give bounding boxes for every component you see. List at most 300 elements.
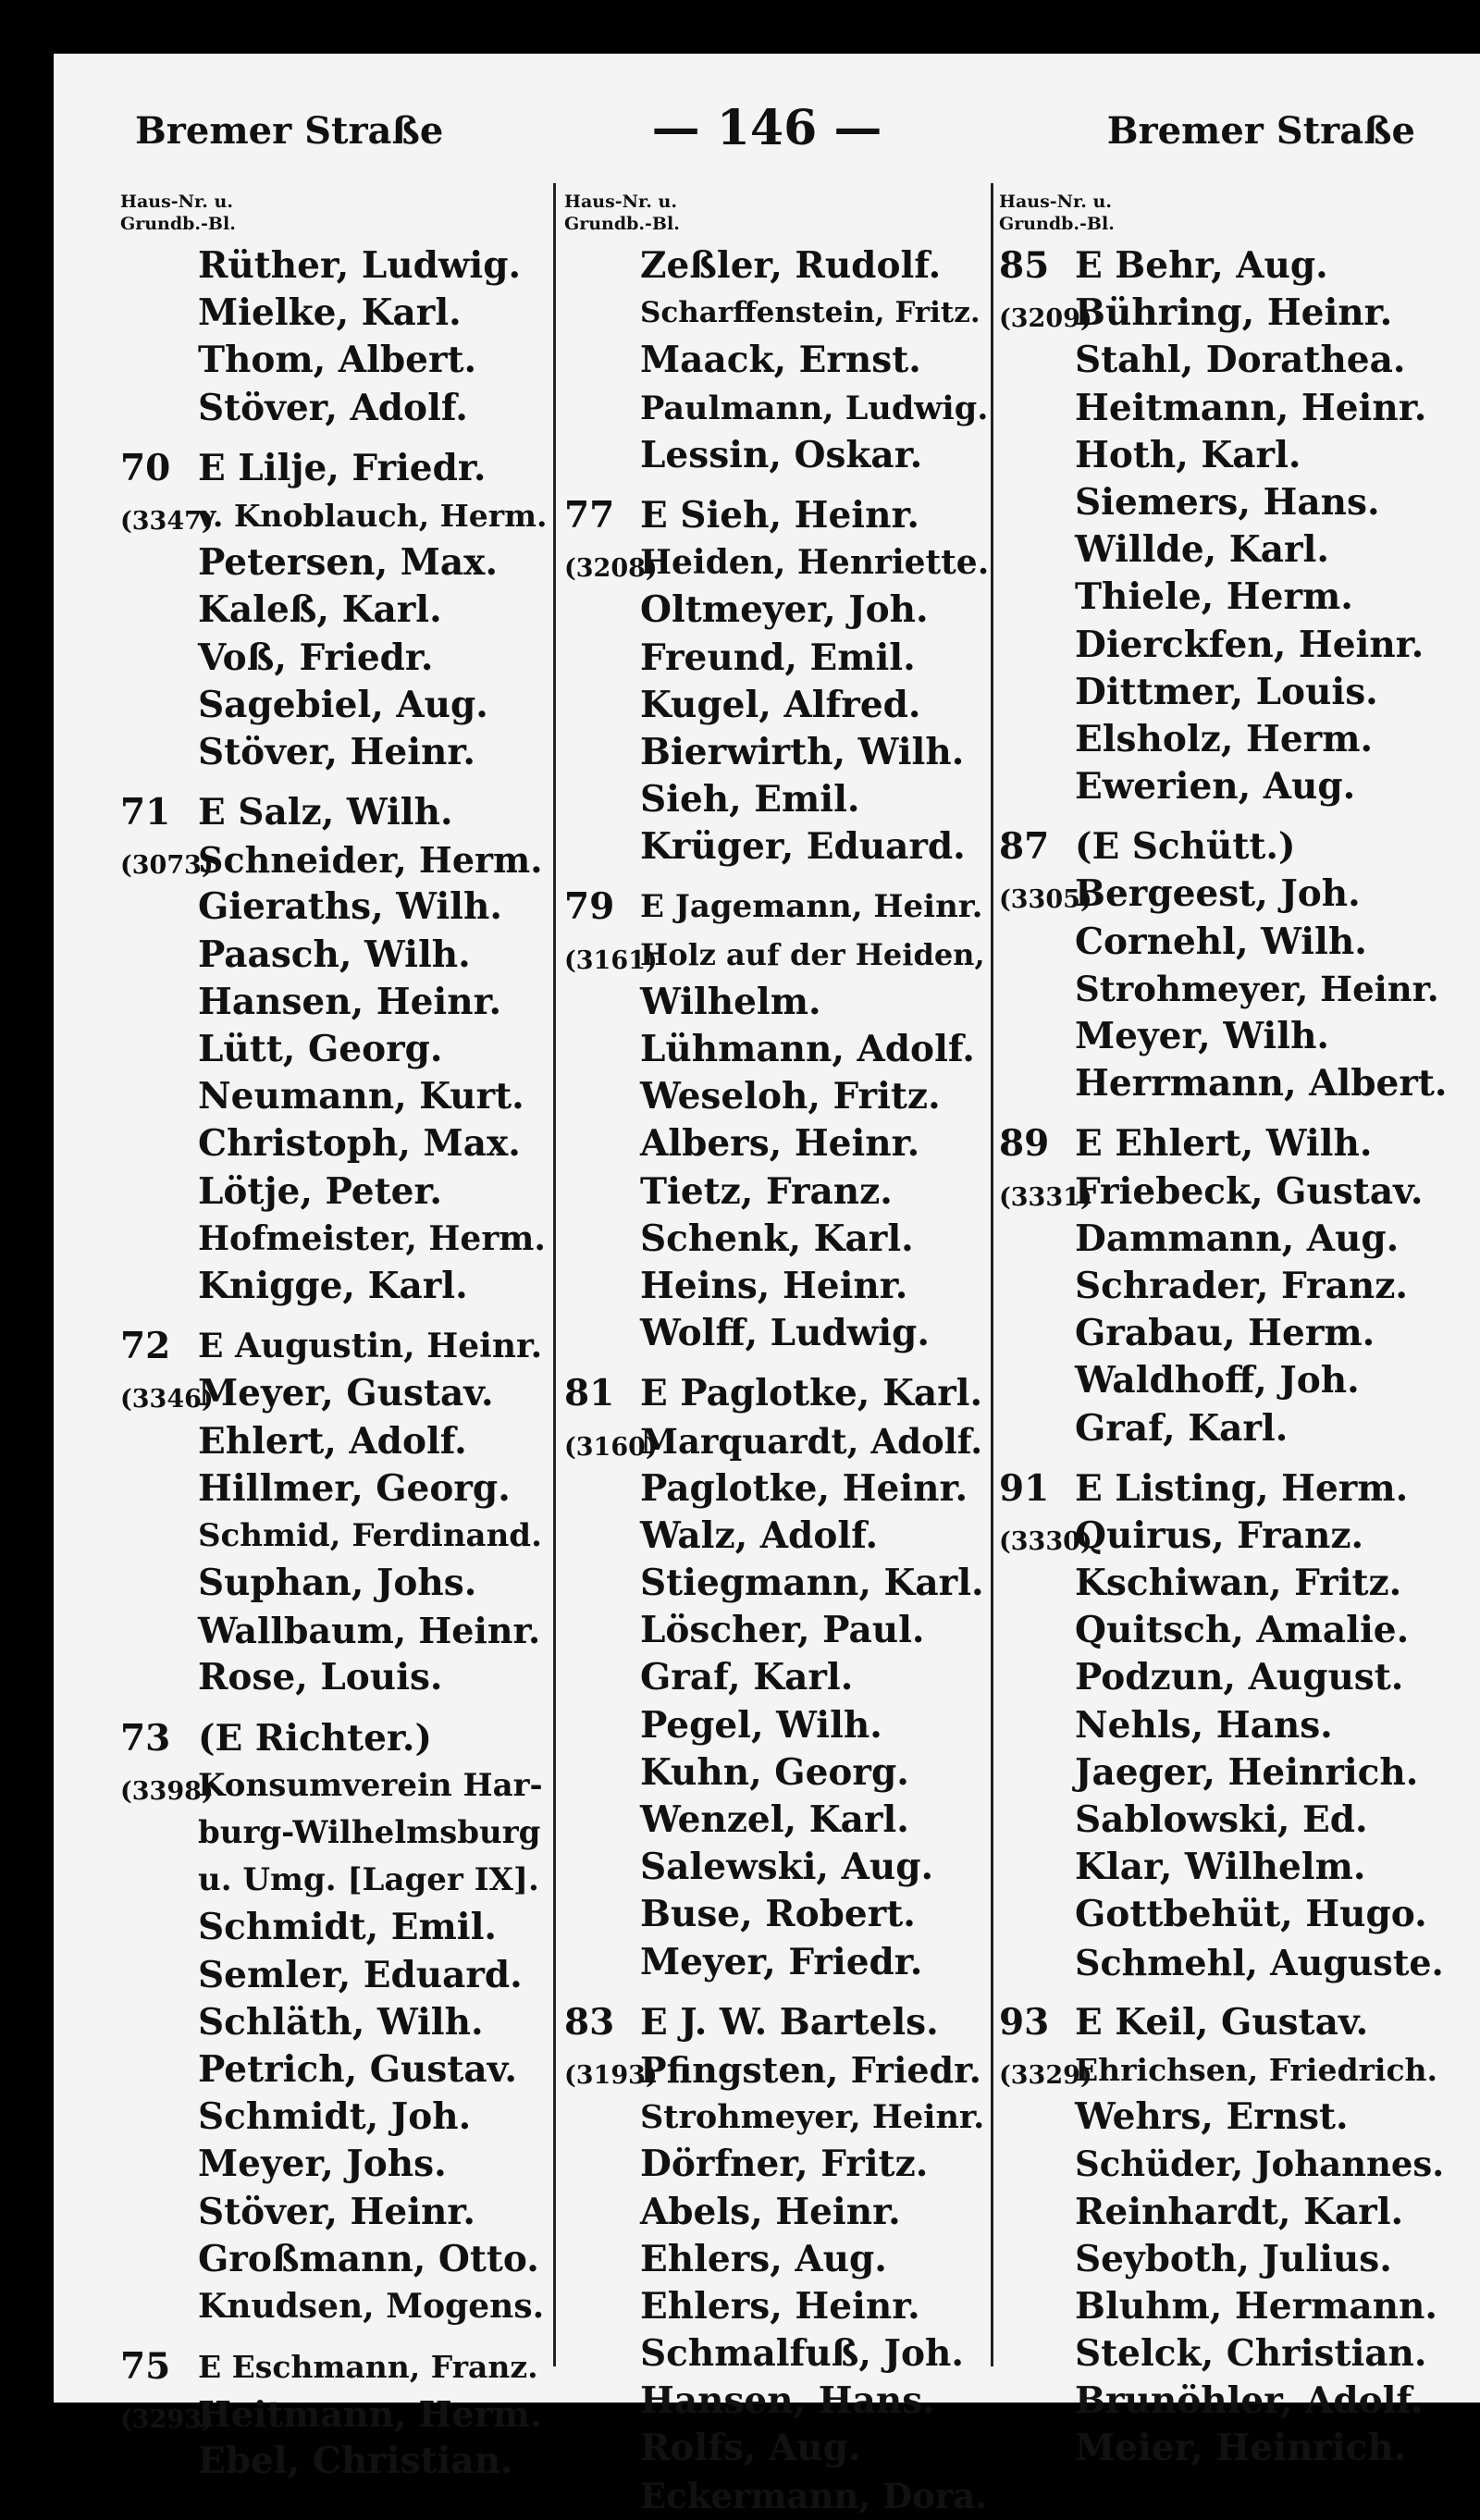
resident-name: Lessin, Oskar. — [640, 433, 923, 476]
running-head-left: Bremer Straße — [135, 109, 444, 153]
directory-entry — [120, 1216, 548, 1263]
resident-name: Heiden, Henriette. — [640, 543, 990, 583]
resident-name: Holz auf der Heiden, — [640, 936, 985, 972]
directory-entry — [999, 2425, 1448, 2472]
resident-name: Schneider, Herm. — [198, 839, 543, 882]
directory-entry — [120, 1026, 548, 1073]
grundbuch-number: (3331) — [999, 1182, 1092, 1212]
resident-name: E Jagemann, Heinr. — [640, 888, 983, 926]
directory-entry — [120, 2189, 548, 2236]
directory-entry — [564, 242, 990, 290]
resident-name: Krüger, Eduard. — [640, 825, 966, 869]
directory-entry — [120, 242, 548, 290]
directory-entry — [120, 635, 548, 682]
directory-entry — [120, 1323, 548, 1370]
resident-name: Sagebiel, Aug. — [198, 683, 488, 726]
directory-entry — [564, 539, 990, 587]
directory-entry — [564, 1560, 990, 1607]
directory-entry — [564, 1216, 990, 1263]
resident-name: Willde, Karl. — [1075, 528, 1329, 572]
resident-name: Ehlers, Aug. — [640, 2237, 887, 2280]
directory-entry — [999, 919, 1448, 966]
directory-entry — [999, 1513, 1448, 1560]
resident-name: Schmehl, Auguste. — [1075, 1941, 1444, 1983]
directory-entry — [564, 1026, 990, 1073]
grundbuch-number: (3160) — [564, 1432, 658, 1462]
resident-name: Meyer, Johs. — [198, 2143, 447, 2186]
directory-entry — [999, 1168, 1448, 1216]
resident-name: u. Umg. [Lager IX]. — [198, 1861, 539, 1899]
directory-entry — [999, 1060, 1448, 1107]
page-header — [54, 100, 1480, 174]
resident-name: Herrmann, Albert. — [1075, 1062, 1448, 1106]
resident-name: burg-Wilhelmsburg — [198, 1814, 541, 1851]
directory-entry — [564, 2330, 990, 2378]
directory-entry — [120, 1654, 548, 1701]
resident-name: Cornehl, Wilh. — [1075, 920, 1367, 963]
grundbuch-number: (3209) — [999, 304, 1092, 334]
column-header-line: Grundb.-Bl. — [999, 214, 1115, 234]
directory-entry — [564, 1844, 990, 1891]
directory-entry — [120, 1560, 548, 1607]
directory-entry — [564, 492, 990, 539]
resident-name: Tietz, Franz. — [640, 1169, 893, 1213]
directory-entry — [564, 1939, 990, 1986]
resident-name: Schmid, Ferdinand. — [198, 1516, 542, 1554]
resident-name: Ehlers, Heinr. — [640, 2284, 920, 2328]
column-1 — [120, 191, 548, 2486]
directory-entry — [564, 1513, 990, 1560]
resident-name: Löscher, Paul. — [640, 1609, 925, 1652]
column-header — [120, 191, 548, 242]
directory-entry — [999, 1310, 1448, 1357]
directory-entry — [999, 526, 1448, 574]
column-2 — [564, 191, 990, 2520]
directory-entry — [999, 242, 1448, 290]
column-divider — [991, 183, 993, 2366]
resident-name: Paulmann, Ludwig. — [640, 389, 989, 427]
directory-entry — [999, 2236, 1448, 2283]
directory-entry — [120, 1120, 548, 1167]
running-head-right: Bremer Straße — [1106, 109, 1415, 153]
directory-entry — [999, 1607, 1448, 1654]
resident-name: Suphan, Johs. — [198, 1562, 477, 1605]
directory-entry — [999, 2378, 1448, 2425]
directory-entry — [999, 2094, 1448, 2141]
column-3 — [999, 191, 1448, 2473]
resident-name: Kugel, Alfred. — [640, 683, 921, 726]
directory-entry — [999, 337, 1448, 384]
resident-name: Scharffenstein, Fritz. — [640, 296, 980, 330]
resident-name: Strohmeyer, Heinr. — [1075, 968, 1439, 1009]
resident-name: E Ehlert, Wilh. — [1075, 1122, 1373, 1166]
directory-entry — [120, 1465, 548, 1513]
directory-entry — [999, 1702, 1448, 1749]
directory-entry — [564, 1370, 990, 1417]
resident-name: Knudsen, Mogens. — [198, 2286, 545, 2326]
house-number: 77 — [564, 493, 615, 537]
directory-entry — [999, 1797, 1448, 1844]
resident-name: Freund, Emil. — [640, 636, 916, 679]
resident-name: Thiele, Herm. — [1075, 575, 1353, 619]
directory-entry — [999, 823, 1448, 871]
resident-name: Thom, Albert. — [198, 339, 477, 382]
resident-name: Heitmann, Heinr. — [1075, 386, 1427, 429]
directory-entry — [999, 622, 1448, 669]
directory-entry — [120, 1168, 548, 1216]
directory-entry — [120, 789, 548, 836]
house-number: 71 — [120, 791, 171, 834]
house-number: 85 — [999, 244, 1050, 287]
resident-name: Quirus, Franz. — [1075, 1513, 1364, 1557]
resident-name: Siemers, Hans. — [1075, 480, 1380, 524]
resident-name: Albers, Heinr. — [640, 1122, 920, 1166]
resident-name: E Augustin, Heinr. — [198, 1327, 543, 1366]
directory-entry — [120, 2390, 548, 2438]
resident-name: Gieraths, Wilh. — [198, 885, 502, 929]
directory-entry — [564, 290, 990, 337]
resident-name: Wenzel, Karl. — [640, 1798, 909, 1841]
directory-entry — [999, 2141, 1448, 2188]
resident-name: Pfingsten, Friedr. — [640, 2048, 981, 2091]
resident-name: Konsumverein Har- — [198, 1766, 543, 1804]
column-header-line: Grundb.-Bl. — [120, 214, 236, 234]
grundbuch-number: (3193) — [564, 2060, 658, 2090]
house-number: 83 — [564, 2000, 615, 2044]
resident-name: Maack, Ernst. — [640, 339, 921, 382]
resident-name: Hoth, Karl. — [1075, 433, 1301, 476]
resident-name: Oltmeyer, Joh. — [640, 588, 929, 632]
resident-name: Jaeger, Heinrich. — [1075, 1750, 1419, 1794]
house-number: 81 — [564, 1372, 615, 1415]
directory-entry — [564, 2236, 990, 2283]
directory-entry — [999, 1749, 1448, 1797]
directory-entry — [564, 432, 990, 479]
directory-entry — [120, 539, 548, 587]
directory-entry — [564, 1120, 990, 1167]
resident-name: Schrader, Franz. — [1075, 1264, 1408, 1307]
directory-entry — [999, 1405, 1448, 1452]
resident-name: Semler, Eduard. — [198, 1953, 523, 1996]
directory-entry — [999, 2330, 1448, 2378]
grundbuch-number: (3329) — [999, 2060, 1092, 2090]
column-divider — [553, 183, 556, 2366]
resident-name: Kaleß, Karl. — [198, 588, 442, 632]
directory-entry — [120, 1762, 548, 1810]
resident-name: Dierckfen, Heinr. — [1075, 623, 1424, 666]
directory-entry — [564, 1465, 990, 1513]
grundbuch-number: (3398) — [120, 1776, 214, 1806]
directory-entry — [564, 385, 990, 432]
directory-entry — [999, 1999, 1448, 2046]
directory-entry — [120, 1715, 548, 1762]
directory-entry — [120, 1607, 548, 1654]
directory-entry — [564, 587, 990, 634]
resident-name: Bierwirth, Wilh. — [640, 730, 965, 773]
directory-entry — [999, 2046, 1448, 2094]
directory-entry — [999, 669, 1448, 716]
resident-name: Walz, Adolf. — [640, 1513, 879, 1557]
resident-name: Meyer, Friedr. — [640, 1940, 923, 1983]
directory-entry — [120, 1370, 548, 1417]
resident-name: Brunöhler, Adolf. — [1075, 2379, 1424, 2423]
resident-name: Pegel, Wilh. — [640, 1703, 882, 1747]
directory-entry — [120, 2438, 548, 2485]
house-number: 89 — [999, 1122, 1050, 1166]
resident-name: Kuhn, Georg. — [640, 1750, 909, 1794]
directory-entry — [120, 337, 548, 384]
resident-name: Voß, Friedr. — [198, 636, 434, 679]
directory-entry — [999, 574, 1448, 621]
resident-name: Klar, Wilhelm. — [1075, 1846, 1366, 1889]
resident-name: (E Schütt.) — [1075, 825, 1296, 869]
resident-name: Dittmer, Louis. — [1075, 670, 1378, 713]
resident-name: Dörfner, Fritz. — [640, 2143, 929, 2186]
house-number: 73 — [120, 1716, 171, 1760]
directory-entry — [999, 432, 1448, 479]
directory-entry — [999, 1216, 1448, 1263]
resident-name: Ewerien, Aug. — [1075, 765, 1356, 809]
resident-name: Heins, Heinr. — [640, 1264, 908, 1307]
directory-entry — [120, 729, 548, 776]
resident-name: Graf, Karl. — [640, 1656, 854, 1699]
resident-name: Paasch, Wilh. — [198, 933, 471, 976]
directory-entry — [999, 1844, 1448, 1891]
resident-name: Elsholz, Herm. — [1075, 717, 1374, 760]
resident-name: Hofmeister, Herm. — [198, 1218, 546, 1258]
resident-name: Dammann, Aug. — [1075, 1217, 1400, 1260]
directory-entry — [999, 290, 1448, 337]
directory-entry — [564, 2283, 990, 2330]
resident-name: Wallbaum, Heinr. — [198, 1610, 541, 1652]
grundbuch-number: (3073) — [120, 851, 214, 881]
directory-entry — [120, 385, 548, 432]
directory-entry — [564, 635, 990, 682]
directory-entry — [564, 1891, 990, 1938]
directory-entry — [120, 1263, 548, 1310]
grundbuch-number: (3161) — [564, 945, 658, 975]
resident-name: Abels, Heinr. — [640, 2190, 901, 2233]
house-number: 91 — [999, 1466, 1050, 1510]
resident-name: Meyer, Gustav. — [198, 1372, 494, 1415]
resident-name: Rose, Louis. — [198, 1656, 443, 1699]
directory-entry — [120, 2343, 548, 2390]
directory-entry — [564, 2189, 990, 2236]
resident-name: Bergeest, Joh. — [1075, 872, 1361, 916]
resident-name: Knigge, Karl. — [198, 1264, 468, 1307]
directory-entry — [564, 729, 990, 776]
directory-entry — [120, 1073, 548, 1120]
resident-name: Schmidt, Emil. — [198, 1906, 497, 1949]
directory-entry — [999, 1465, 1448, 1513]
directory-entry — [564, 337, 990, 384]
resident-name: Salewski, Aug. — [640, 1846, 934, 1889]
grundbuch-number: (3208) — [564, 554, 658, 584]
resident-name: Gottbehüt, Hugo. — [1075, 1893, 1427, 1936]
directory-entry — [564, 2046, 990, 2094]
directory-entry — [999, 479, 1448, 526]
directory-entry — [120, 2236, 548, 2283]
directory-entry — [120, 932, 548, 979]
resident-name: Bluhm, Hermann. — [1075, 2284, 1437, 2328]
resident-name: Meier, Heinrich. — [1075, 2427, 1407, 2470]
resident-name: Seyboth, Julius. — [1075, 2237, 1392, 2280]
directory-entry — [999, 1120, 1448, 1167]
resident-name: Hillmer, Georg. — [198, 1466, 511, 1510]
column-header-line: Haus-Nr. u. — [564, 191, 677, 212]
resident-name: Sieh, Emil. — [640, 778, 860, 821]
resident-name: Friebeck, Gustav. — [1075, 1169, 1424, 1213]
directory-entry — [120, 682, 548, 729]
directory-entry — [999, 1560, 1448, 1607]
resident-name: Rüther, Ludwig. — [198, 244, 522, 287]
column-header-line: Haus-Nr. u. — [120, 191, 233, 212]
directory-entry — [120, 2046, 548, 2094]
resident-name: Ehrichsen, Friedrich. — [1075, 2051, 1438, 2088]
column-header-line: Grundb.-Bl. — [564, 214, 680, 234]
resident-name: Petersen, Max. — [198, 541, 499, 585]
grundbuch-number: (3305) — [999, 885, 1092, 915]
directory-entry — [999, 763, 1448, 810]
resident-name: E Salz, Wilh. — [198, 791, 453, 834]
house-number: 87 — [999, 825, 1050, 869]
resident-name: Schüder, Johannes. — [1075, 2143, 1445, 2185]
resident-name: Stöver, Heinr. — [198, 2190, 475, 2233]
directory-entry — [564, 1607, 990, 1654]
house-number: 75 — [120, 2345, 171, 2389]
resident-name: Zeßler, Rudolf. — [640, 244, 942, 287]
directory-entry — [999, 716, 1448, 763]
resident-name: Meyer, Wilh. — [1075, 1015, 1329, 1057]
directory-entry — [564, 1797, 990, 1844]
column-header — [564, 191, 990, 242]
resident-name: Sablowski, Ed. — [1075, 1798, 1368, 1841]
directory-entry — [120, 1904, 548, 1951]
resident-name: Marquardt, Adolf. — [640, 1420, 983, 1462]
resident-name: Buse, Robert. — [640, 1893, 916, 1936]
grundbuch-number: (3330) — [999, 1526, 1092, 1556]
resident-name: Eckermann, Dora. — [640, 2475, 988, 2516]
resident-name: Grabau, Herm. — [1075, 1312, 1375, 1355]
resident-name: Schmidt, Joh. — [198, 2095, 472, 2139]
resident-name: Stahl, Dorathea. — [1075, 339, 1406, 382]
page-number: — 146 — — [651, 100, 882, 156]
directory-entry — [120, 587, 548, 634]
resident-name: Nehls, Hans. — [1075, 1703, 1333, 1747]
directory-entry — [564, 682, 990, 729]
resident-name: Stiegmann, Karl. — [640, 1562, 984, 1605]
directory-entry — [999, 1891, 1448, 1938]
directory-entry — [564, 2094, 990, 2141]
resident-name: Neumann, Kurt. — [198, 1075, 524, 1118]
grundbuch-number: (3346) — [120, 1385, 214, 1414]
directory-entry — [564, 823, 990, 871]
directory-entry — [564, 2141, 990, 2188]
column-header — [999, 191, 1448, 242]
resident-name: Strohmeyer, Heinr. — [640, 2098, 985, 2137]
resident-name: Stöver, Adolf. — [198, 386, 468, 429]
directory-entry — [999, 871, 1448, 918]
resident-name: E Keil, Gustav. — [1075, 2000, 1369, 2044]
resident-name: Waldhoff, Joh. — [1075, 1359, 1360, 1402]
resident-name: E J. W. Bartels. — [640, 2000, 939, 2044]
resident-name: (E Richter.) — [198, 1716, 432, 1760]
resident-name: E Eschmann, Franz. — [198, 2349, 538, 2386]
directory-entry — [120, 2141, 548, 2188]
house-number: 79 — [564, 885, 615, 929]
directory-entry — [564, 1310, 990, 1357]
resident-name: Kschiwan, Fritz. — [1075, 1562, 1402, 1605]
resident-name: Lühmann, Adolf. — [640, 1028, 975, 1070]
grundbuch-number: (3347) — [120, 506, 214, 536]
resident-name: Mielke, Karl. — [198, 291, 462, 335]
directory-entry — [120, 2094, 548, 2141]
resident-name: Ehlert, Adolf. — [198, 1419, 467, 1463]
resident-name: Schläth, Wilh. — [198, 2000, 484, 2044]
directory-entry — [999, 966, 1448, 1013]
directory-page — [54, 54, 1480, 2516]
directory-entry — [120, 1952, 548, 1999]
resident-name: Hansen, Heinr. — [198, 980, 502, 1023]
directory-entry — [564, 2425, 990, 2472]
directory-entry — [564, 1749, 990, 1797]
directory-entry — [564, 1702, 990, 1749]
directory-entry — [564, 2378, 990, 2425]
resident-name: Schenk, Karl. — [640, 1217, 914, 1260]
directory-entry — [999, 385, 1448, 432]
resident-name: Reinhardt, Karl. — [1075, 2190, 1404, 2233]
resident-name: E Sieh, Heinr. — [640, 493, 919, 537]
directory-entry — [120, 1857, 548, 1904]
resident-name: Wehrs, Ernst. — [1075, 2095, 1349, 2139]
resident-name: Christoph, Max. — [198, 1122, 521, 1166]
resident-name: Stöver, Heinr. — [198, 730, 475, 773]
resident-name: Schmalfuß, Joh. — [640, 2332, 964, 2376]
resident-name: Paglotke, Heinr. — [640, 1466, 968, 1510]
resident-name: Wilhelm. — [640, 980, 821, 1023]
resident-name: Heitmann, Herm. — [198, 2393, 543, 2436]
directory-entry — [564, 883, 990, 931]
resident-name: Lütt, Georg. — [198, 1028, 443, 1070]
resident-name: E Lilje, Friedr. — [198, 446, 487, 489]
directory-entry — [564, 2473, 990, 2520]
resident-name: Stelck, Christian. — [1075, 2332, 1427, 2376]
resident-name: Weseloh, Fritz. — [640, 1075, 941, 1118]
house-number: 70 — [120, 446, 171, 489]
resident-name: Ebel, Christian. — [198, 2440, 513, 2483]
house-number: 93 — [999, 2000, 1050, 2044]
resident-name: Podzun, August. — [1075, 1656, 1404, 1699]
directory-entry — [564, 979, 990, 1026]
resident-name: v. Knoblauch, Herm. — [198, 497, 548, 534]
resident-name: Quitsch, Amalie. — [1075, 1609, 1410, 1652]
directory-entry — [120, 1999, 548, 2046]
directory-entry — [564, 932, 990, 979]
directory-entry — [120, 1810, 548, 1857]
resident-name: E Behr, Aug. — [1075, 244, 1328, 287]
resident-name: E Listing, Herm. — [1075, 1466, 1409, 1510]
resident-name: Rolfs, Aug. — [640, 2427, 861, 2470]
directory-entry — [120, 1418, 548, 1465]
directory-entry — [120, 2283, 548, 2330]
house-number: 72 — [120, 1325, 171, 1368]
resident-name: Lötje, Peter. — [198, 1169, 442, 1213]
directory-entry — [564, 1168, 990, 1216]
resident-name: E Paglotke, Karl. — [640, 1372, 983, 1415]
directory-entry — [120, 1513, 548, 1560]
resident-name: Großmann, Otto. — [198, 2237, 539, 2280]
directory-entry — [999, 2283, 1448, 2330]
